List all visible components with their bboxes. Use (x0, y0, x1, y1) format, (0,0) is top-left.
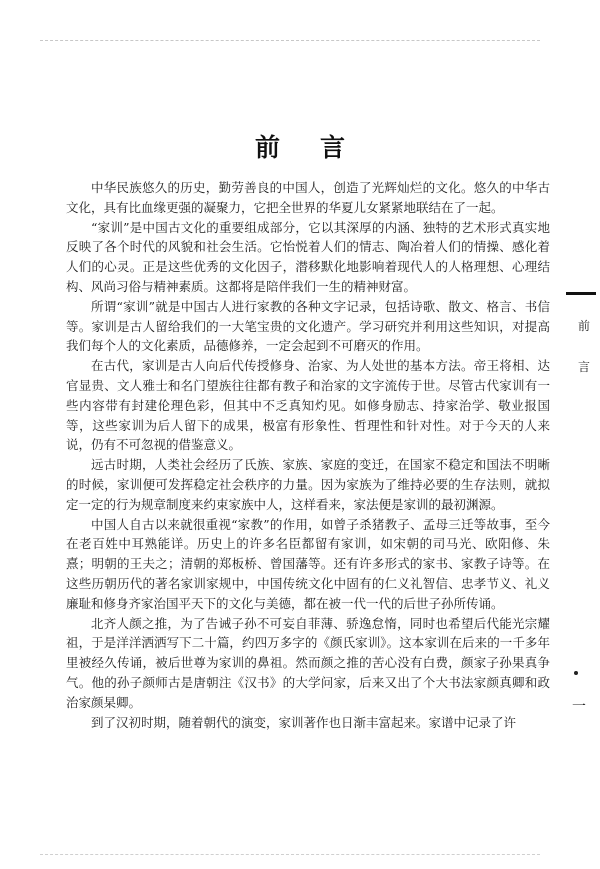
paragraph: 所谓“家训”就是中国古人进行家教的各种文字记录，包括诗歌、散文、格言、书信等。家训是古人留给我们的一大笔宝贵的文化遗产。学习研究并利用这些知识，对提高我们每个人的文化素质，品德修养，一定会起到不可磨灭的作用。 (66, 298, 550, 354)
side-section-label-char: 前 (577, 319, 590, 333)
paragraph: 到了汉初时期，随着朝代的演变，家训著作也日渐丰富起来。家谱中记录了许 (91, 714, 517, 730)
paragraph: 中华民族悠久的历史，勤劳善良的中国人，创造了光辉灿烂的文化。悠久的中华古文化，具有比血缘更强的凝聚力，它把全世界的华夏儿女紧紧地联结在了一起。 (66, 180, 550, 215)
side-tab-rule (566, 292, 596, 295)
paragraph: 在古代，家训是古人向后代传授修身、治家、为人处世的基本方法。帝王将相、达官显贵、文人雅士和名门望族往往都有教子和治家的文字流传于世。尽管古代家训有一些内容带有封建伦理色彩，但其中不乏真知灼见。如修身励志、持家治学、敬业报国等，这些家训为后人留下的成果，极富有形象性、哲理性和针对性。对于今天的人来说，仍有不可忽视的借鉴意义。 (66, 358, 550, 453)
page-number: 一 (572, 699, 586, 715)
paragraph: 中国人自古以来就很重视“家教”的作用，如曾子杀猪教子、孟母三迁等故事，至今在老百姓中耳熟能详。历史上的许多名臣都留有家训，如宋朝的司马光、欧阳修、朱熹；明朝的王夫之；清朝的郑板桥、曾国藩等。还有许多形式的家书、家教子诗等。在这些历朝历代的著名家训家规中，中国传统文化中固有的仁义礼智信、忠孝节义、礼义廉耻和修身齐家治国平天下的文化与美德，都在被一代一代的后世子孙所传诵。 (66, 516, 550, 611)
paragraph: “家训”是中国古文化的重要组成部分，它以其深厚的内涵、独特的艺术形式真实地反映了各个时代的风貌和社会生活。它怡悦着人们的情志、陶冶着人们的情操、感化着人们的心灵。正是这些优秀的文化因子，潜移默化地影响着现代人的人格理想、心理结构、风尚习俗与精神素质。这都将是陪伴我们一生的精神财富。 (66, 219, 550, 294)
side-section-label-char: 言 (577, 360, 590, 374)
page-marker-dot (574, 671, 578, 675)
scan-edge-bottom (40, 854, 540, 855)
preface-body (66, 178, 550, 732)
paragraph: 北齐人颜之推，为了告诫子孙不可妄自菲薄、骄逸怠惰，同时也希望后代能光宗耀祖，于是洋洋洒洒写下二十篇，约四万多字的《颜氏家训》。这本家训在后来的一千多年里被经久传诵，被后世尊为家训的鼻祖。然而颜之推的苦心没有白费，颜家子孙果真争气。他的孙子颜师古是唐朝注《汉书》的大学问家，后来又出了个大书法家颜真卿和政治家颜杲卿。 (66, 615, 550, 710)
scan-edge-top (40, 40, 540, 41)
paragraph: 远古时期，人类社会经历了氏族、家族、家庭的变迁，在国家不稳定和国法不明晰的时候，家训便可发挥稳定社会秩序的力量。因为家族为了维持必要的生存法则，就拟定一定的行为规章制度来约束家族中人，这样看来，家法便是家训的最初渊源。 (66, 457, 550, 512)
page-title: 前言 (254, 133, 385, 162)
